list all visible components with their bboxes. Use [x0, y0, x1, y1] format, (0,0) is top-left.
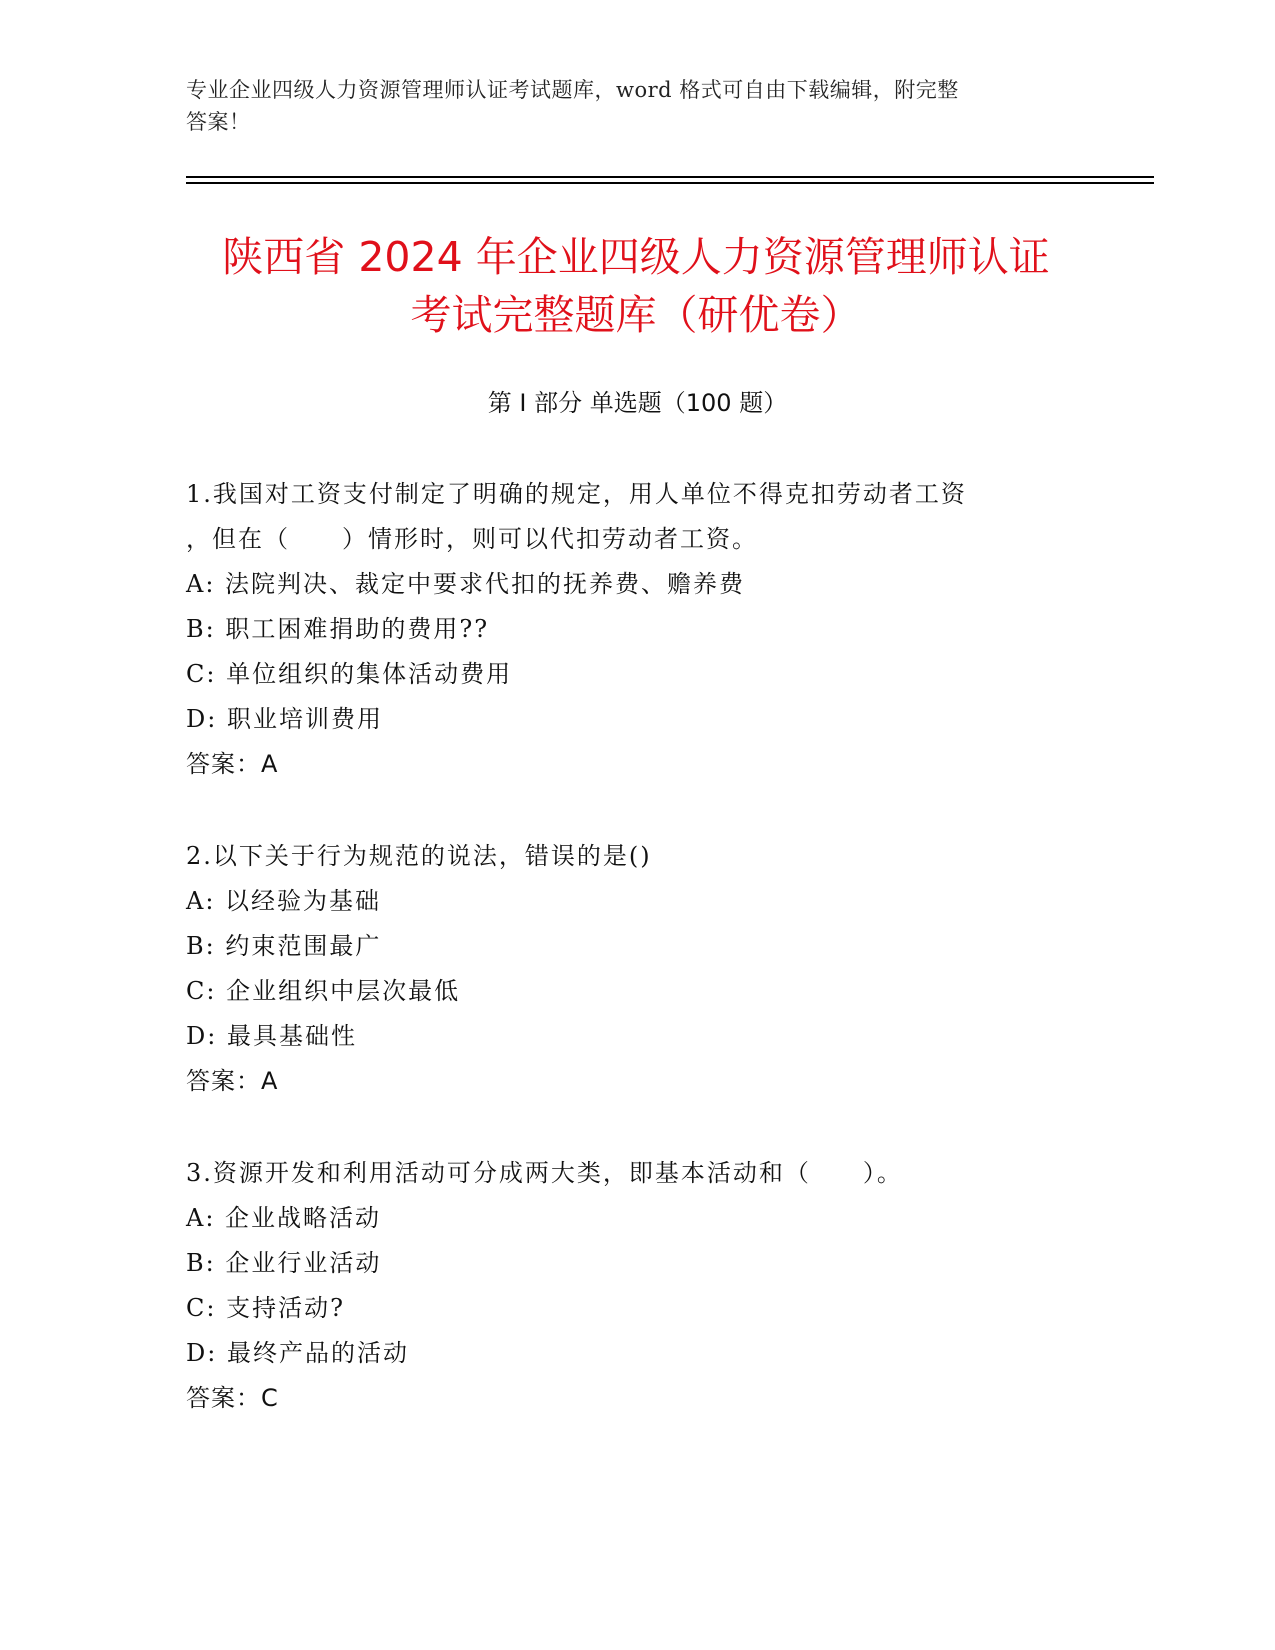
question-stem: 3.资源开发和利用活动可分成两大类，即基本活动和（ ）。	[186, 1159, 903, 1187]
header-rule-thin	[186, 176, 1154, 178]
question-stem: 1.我国对工资支付制定了明确的规定，用人单位不得克扣劳动者工资	[186, 480, 967, 508]
section-title: 第 I 部分 单选题（100 题）	[487, 389, 788, 417]
option-d: D: 最具基础性	[186, 1022, 357, 1050]
question-1	[186, 472, 1086, 787]
answer: 答案：C	[186, 1384, 279, 1412]
option-c: C: 单位组织的集体活动费用	[186, 660, 513, 688]
document-title-line-2: 考试完整题库（研优卷）	[410, 291, 862, 339]
option-c: C: 企业组织中层次最低	[186, 977, 461, 1005]
option-b: B: 约束范围最广	[186, 932, 382, 960]
question-stem-continued: ，但在（ ）情形时，则可以代扣劳动者工资。	[186, 525, 758, 553]
answer: 答案：A	[186, 750, 279, 778]
option-a: A: 以经验为基础	[186, 887, 382, 915]
header-rule-thick	[186, 182, 1154, 184]
document-title-line-1: 陕西省 2024 年企业四级人力资源管理师认证	[222, 233, 1050, 281]
option-b: B: 企业行业活动	[186, 1249, 382, 1277]
question-3	[186, 1151, 1086, 1421]
document-title	[186, 228, 1086, 344]
header-note	[186, 74, 1066, 138]
option-b: B: 职工困难捐助的费用??	[186, 615, 490, 643]
option-a: A: 法院判决、裁定中要求代扣的抚养费、赡养费	[186, 570, 746, 598]
header-note-line-2: 答案！	[186, 110, 251, 134]
option-a: A: 企业战略活动	[186, 1204, 382, 1232]
header-note-line-1: 专业企业四级人力资源管理师认证考试题库，word 格式可自由下载编辑，附完整	[186, 78, 959, 102]
answer: 答案：A	[186, 1067, 279, 1095]
question-2	[186, 834, 1086, 1104]
option-c: C: 支持活动?	[186, 1294, 345, 1322]
option-d: D: 职业培训费用	[186, 705, 383, 733]
question-stem: 2.以下关于行为规范的说法，错误的是()	[186, 842, 652, 870]
option-d: D: 最终产品的活动	[186, 1339, 409, 1367]
